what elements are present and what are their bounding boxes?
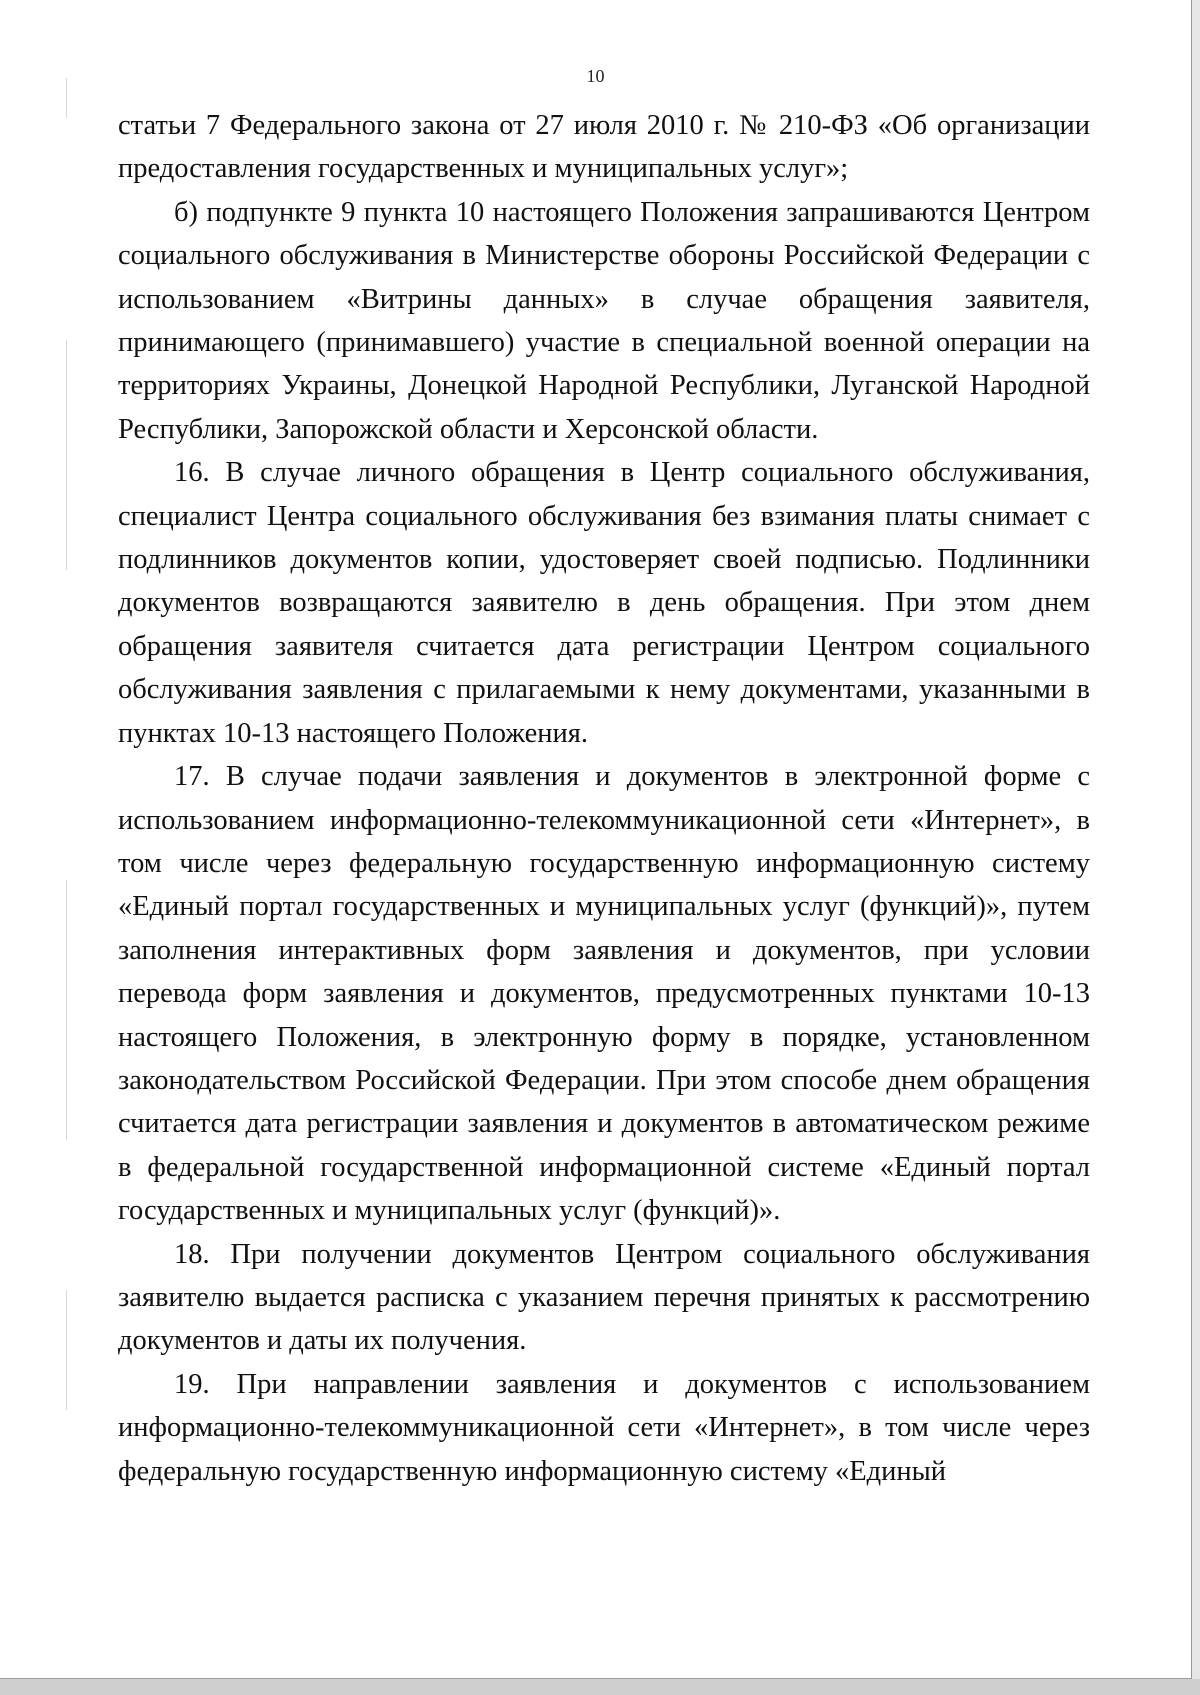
scan-edge-right xyxy=(1192,0,1200,1695)
paragraph-16: 16. В случае личного обращения в Центр социального обслуживания, специалист Центра социального обслуживания без взимания платы снимает с подлинников документов копии, удостоверяет своей подписью. Подлинники документов возвращаются заявителю в день обращения. При этом днем обращения заявителя считается дата регистрации Центром социального обслуживания заявления с прилагаемыми к нему документами, указанными в пунктах 10-13 настоящего Положения. xyxy=(118,457,1090,749)
document-body xyxy=(118,104,1090,1493)
paragraph-19: 19. При направлении заявления и документов с использованием информационно-телекоммуникационной сети «Интернет», в том числе через федеральную государственную информационную систему «Единый xyxy=(118,1368,1090,1487)
paragraph-subitem-b: б) подпункте 9 пункта 10 настоящего Положения запрашиваются Центром социального обслуживания в Министерстве обороны Российской Федерации с использованием «Витрины данных» в случае обращения заявителя, принимающего (принимавшего) участие в специальной военной операции на территориях Украины, Донецкой Народной Республики, Луганской Народной Республики, Запорожской области и Херсонской области. xyxy=(118,196,1090,445)
paragraph-18: 18. При получении документов Центром социального обслуживания заявителю выдается расписка с указанием перечня принятых к рассмотрению документов и даты их получения. xyxy=(118,1238,1090,1357)
paragraph-17: 17. В случае подачи заявления и документов в электронной форме с использованием информационно-телекоммуникационной сети «Интернет», в том числе через федеральную государственную информационную систему «Единый портал государственных и муниципальных услуг (функций)», путем заполнения интерактивных форм заявления и документов, при условии перевода форм заявления и документов, предусмотренных пунктами 10-13 настоящего Положения, в электронную форму в порядке, установленном законодательством Российской Федерации. При этом способе днем обращения считается дата регистрации заявления и документов в автоматическом режиме в федеральной государственной информационной системе «Единый портал государственных и муниципальных услуг (функций)». xyxy=(118,761,1090,1227)
paragraph-continuation: статьи 7 Федерального закона от 27 июля 2010 г. № 210-ФЗ «Об организации предоставления государственных и муниципальных услуг»; xyxy=(118,110,1090,185)
scan-margin-line xyxy=(66,1290,67,1410)
scan-margin-line xyxy=(66,880,67,1140)
scan-margin-line xyxy=(66,340,67,570)
page-number: 10 xyxy=(586,66,605,86)
scan-edge-bottom xyxy=(0,1679,1200,1695)
